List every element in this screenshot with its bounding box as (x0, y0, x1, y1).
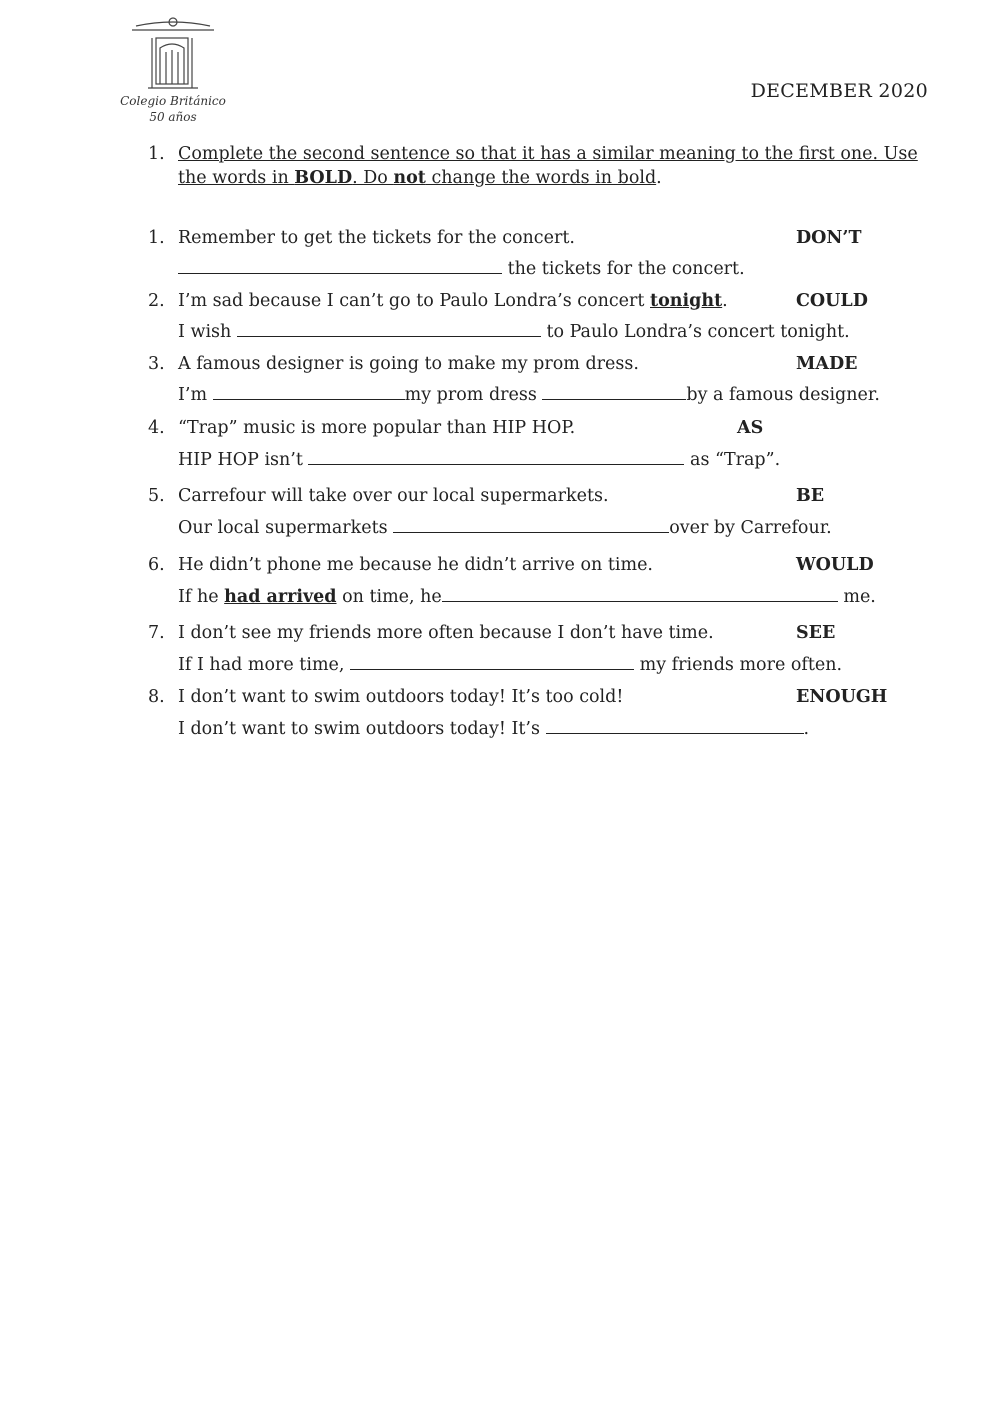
keyword-be: BE (796, 486, 825, 506)
original-sentence: Remember to get the tickets for the concert. (178, 228, 575, 248)
original-sentence: “Trap” music is more popular than HIP HOP. (178, 418, 576, 438)
answer-line: If he had arrived on time, he me. (178, 587, 876, 607)
original-sentence: Carrefour will take over our local supermarkets. (178, 486, 609, 506)
original-sentence: I’m sad because I can’t go to Paulo Londra’s concert tonight. (178, 291, 728, 311)
keyword-would: WOULD (796, 555, 874, 575)
keyword-enough: ENOUGH (796, 687, 888, 707)
document-date: DECEMBER 2020 (750, 80, 928, 102)
keyword-see: SEE (796, 623, 836, 643)
answer-blank[interactable] (393, 518, 669, 533)
answer-blank-2[interactable] (542, 385, 686, 400)
original-sentence: He didn’t phone me because he didn’t arrive on time. (178, 555, 653, 575)
instruction-text: Complete the second sentence so that it has a similar meaning to the first one. Use the words in BOLD. Do not change the words in bold (178, 144, 918, 188)
answer-line: HIP HOP isn’t as “Trap”. (178, 450, 781, 470)
logo-school-name: Colegio Británico (120, 94, 226, 108)
answer-line: I don’t want to swim outdoors today! It’s . (178, 719, 810, 739)
answer-blank[interactable] (546, 719, 804, 734)
answer-blank[interactable] (350, 655, 634, 670)
instruction-number: 1. (148, 144, 165, 164)
instruction: 1. Complete the second sentence so that it has a similar meaning to the first one. Use the words in BOLD. Do not change the words in bold. (148, 144, 918, 188)
answer-line: the tickets for the concert. (178, 259, 745, 279)
answer-blank[interactable] (308, 450, 684, 465)
keyword-as: AS (737, 418, 764, 438)
answer-line: I’m my prom dress by a famous designer. (178, 385, 880, 405)
original-sentence: I don’t want to swim outdoors today! It’s too cold! (178, 687, 624, 707)
answer-line: If I had more time, my friends more often. (178, 655, 843, 675)
keyword-made: MADE (796, 354, 858, 374)
keyword-dont: DON’T (796, 228, 862, 248)
answer-blank[interactable] (442, 587, 838, 602)
answer-line: I wish to Paulo Londra’s concert tonight. (178, 322, 850, 342)
original-sentence: I don’t see my friends more often because I don’t have time. (178, 623, 714, 643)
answer-blank[interactable] (237, 322, 541, 337)
original-sentence: A famous designer is going to make my prom dress. (178, 354, 639, 374)
logo-anniversary: 50 años (149, 110, 197, 124)
keyword-could: COULD (796, 291, 868, 311)
answer-blank[interactable] (213, 385, 405, 400)
school-logo (118, 12, 228, 130)
answer-blank[interactable] (178, 259, 502, 274)
answer-line: Our local supermarkets over by Carrefour. (178, 518, 832, 538)
